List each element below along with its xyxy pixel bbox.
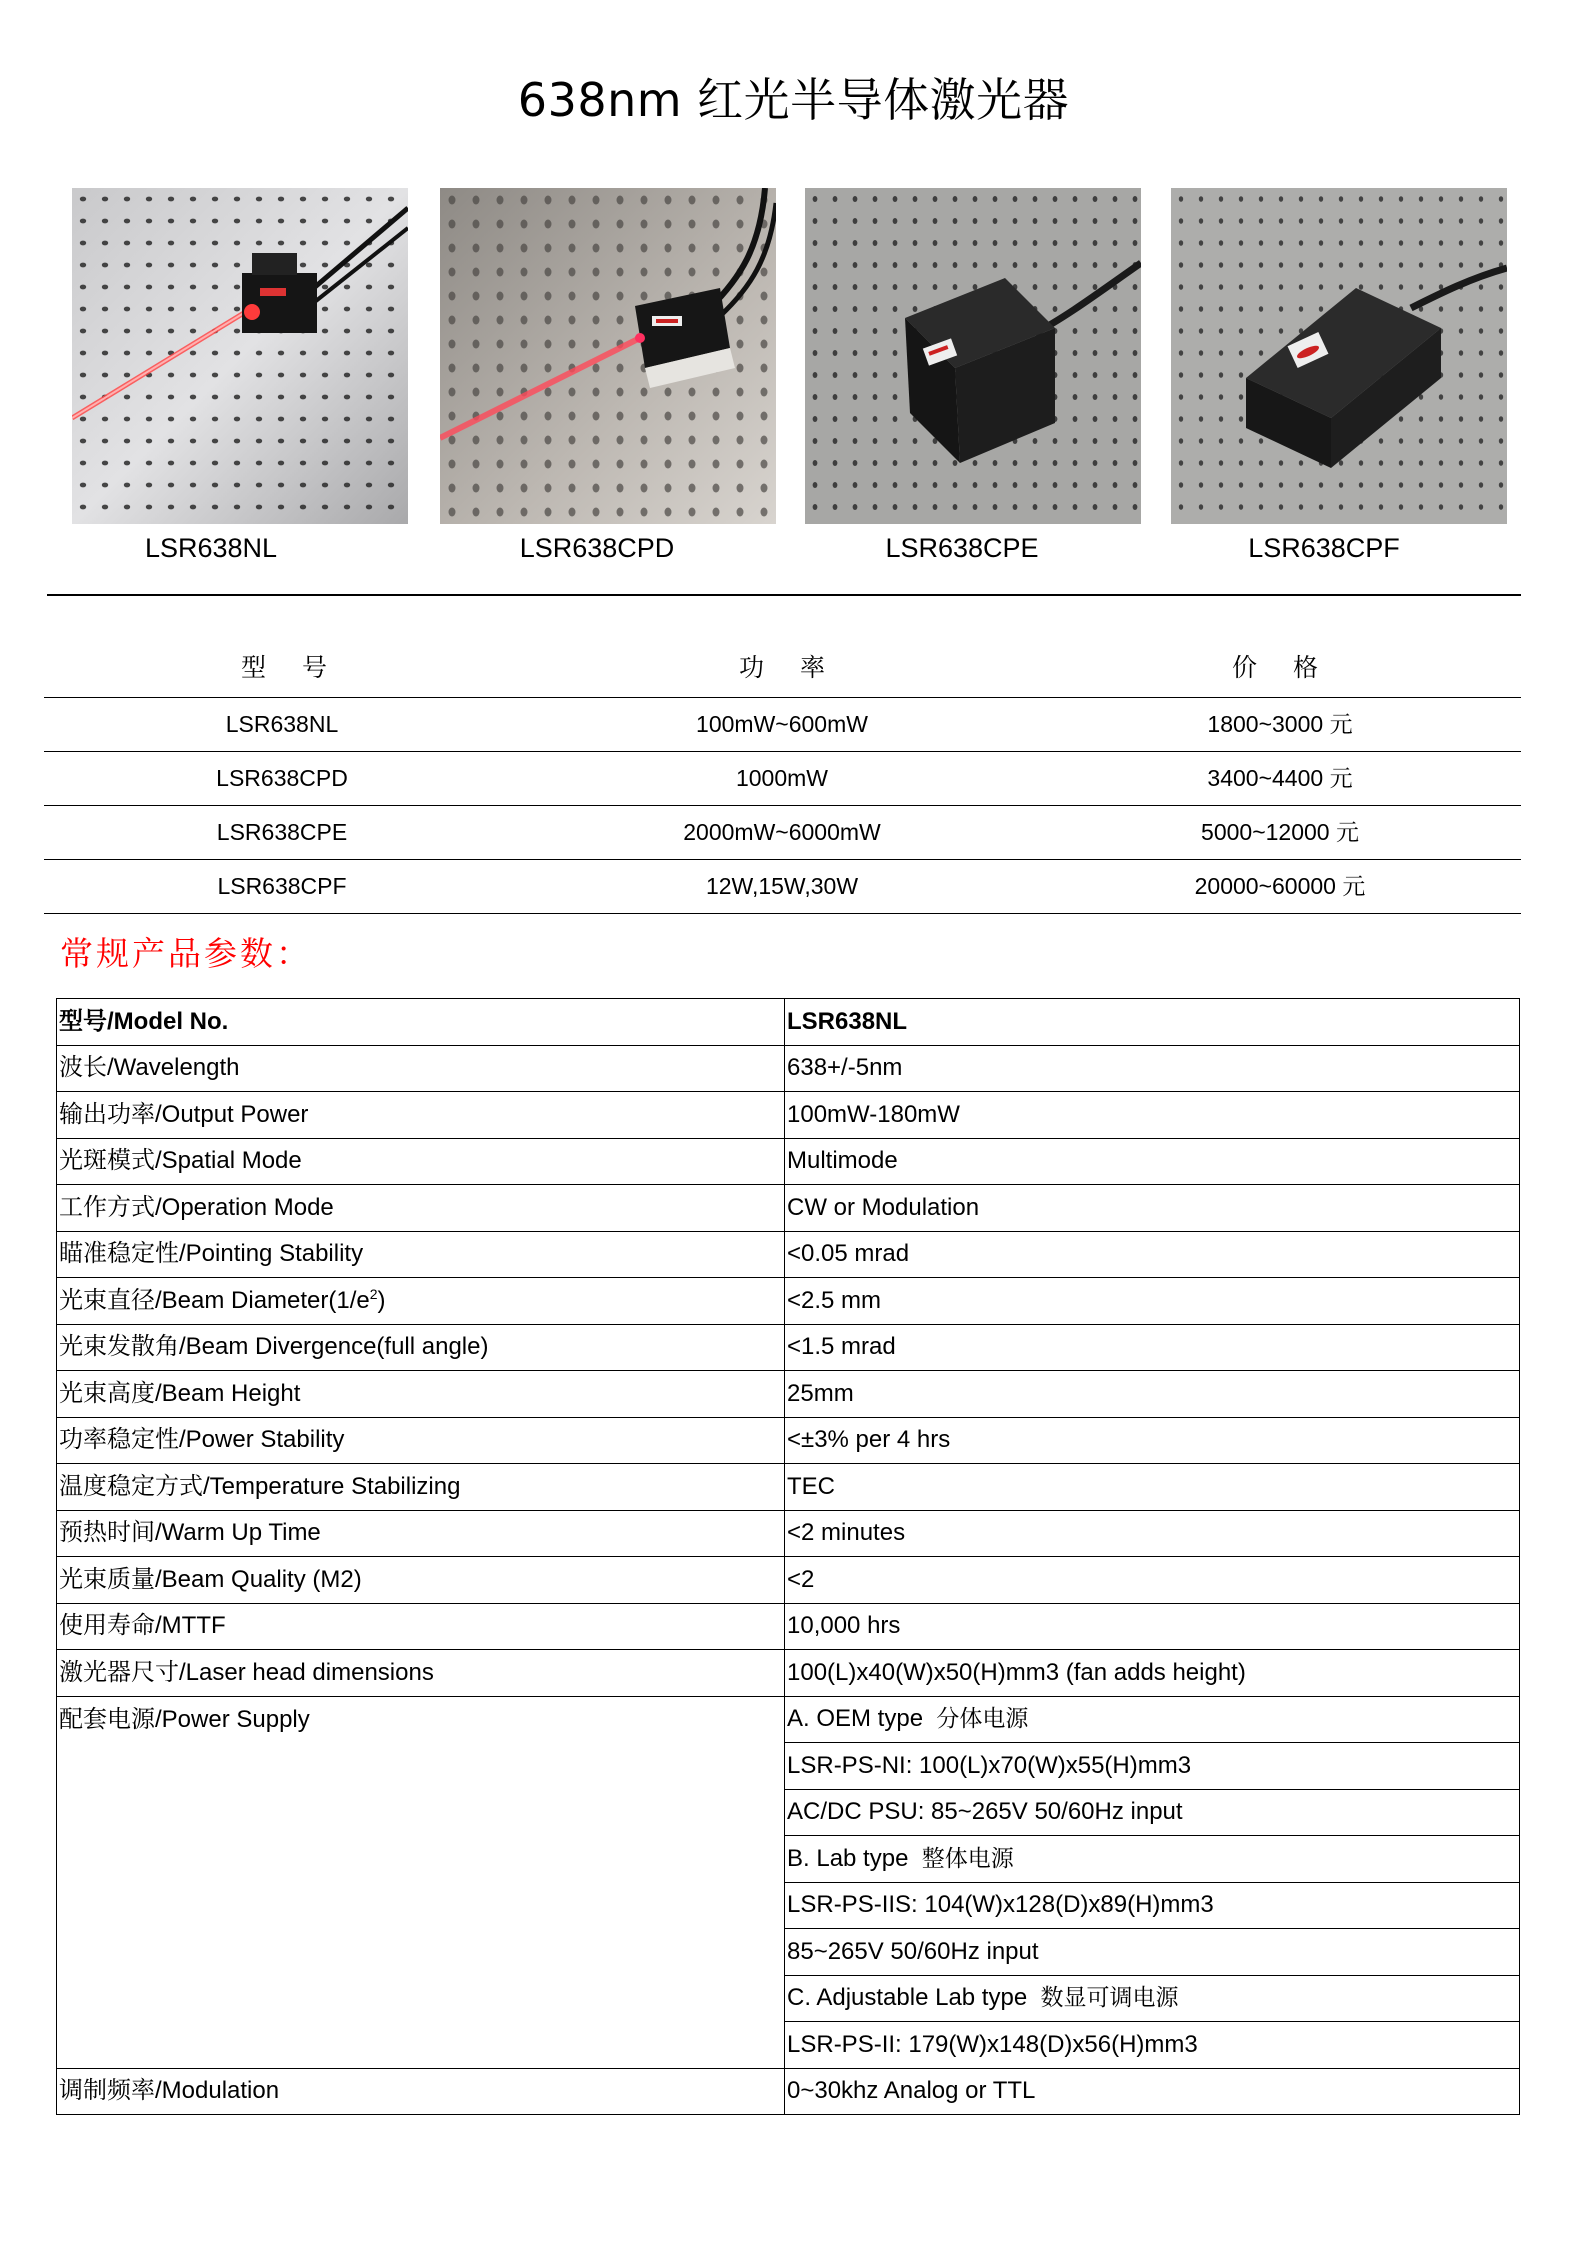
spec-value: LSR-PS-II: 179(W)x148(D)x56(H)mm3 xyxy=(785,2022,1520,2069)
product-label: LSR638CPF xyxy=(1248,533,1400,563)
table-row xyxy=(57,2068,1520,2115)
cube-laser-head-image xyxy=(805,188,1141,524)
table-row xyxy=(57,1464,1520,1511)
spec-key: 预热时间/Warm Up Time xyxy=(57,1510,785,1557)
header-model: 型 号 xyxy=(241,653,341,682)
price-table-header xyxy=(44,640,1521,697)
spec-key: 光束质量/Beam Quality (M2) xyxy=(57,1557,785,1604)
table-row xyxy=(57,1650,1520,1697)
spec-key-text: 光束直径/Beam Diameter(1/e xyxy=(59,1286,370,1314)
spec-value: <1.5 mrad xyxy=(785,1324,1520,1371)
laser-head-with-fan-image xyxy=(72,188,408,524)
spec-key: 瞄准稳定性/Pointing Stability xyxy=(57,1231,785,1278)
spec-key: 功率稳定性/Power Stability xyxy=(57,1417,785,1464)
spec-value: 100(L)x40(W)x50(H)mm3 (fan adds height) xyxy=(785,1650,1520,1697)
spec-value: <2.5 mm xyxy=(785,1278,1520,1325)
spec-value xyxy=(785,1836,1520,1883)
product-photo-lsr638cpe xyxy=(805,188,1141,524)
spec-key: 光斑模式/Spatial Mode xyxy=(57,1138,785,1185)
spec-value: 10,000 hrs xyxy=(785,1603,1520,1650)
spec-value: Multimode xyxy=(785,1138,1520,1185)
product-photo-lsr638nl xyxy=(72,188,408,524)
cell-price: 3400~4400 元 xyxy=(1207,765,1353,791)
spec-value: <0.05 mrad xyxy=(785,1231,1520,1278)
cell-price: 5000~12000 元 xyxy=(1201,819,1359,845)
spec-value: LSR638NL xyxy=(785,999,1520,1046)
table-row xyxy=(57,999,1520,1046)
table-row xyxy=(44,751,1521,805)
table-row xyxy=(44,805,1521,859)
table-row xyxy=(57,1371,1520,1418)
header-power: 功 率 xyxy=(739,653,839,682)
table-row xyxy=(57,1557,1520,1604)
spec-value: <2 minutes xyxy=(785,1510,1520,1557)
superscript: 2 xyxy=(369,1285,378,1302)
spec-value: 638+/-5nm xyxy=(785,1045,1520,1092)
spec-key: 型号/Model No. xyxy=(57,999,785,1046)
spec-key: 使用寿命/MTTF xyxy=(57,1603,785,1650)
spec-key xyxy=(57,1278,785,1325)
table-row xyxy=(57,1092,1520,1139)
spec-section-heading: 常规产品参数： xyxy=(60,934,312,973)
cell-price: 1800~3000 元 xyxy=(1207,711,1353,737)
cell-price: 20000~60000 元 xyxy=(1194,873,1366,899)
cell-power: 2000mW~6000mW xyxy=(683,819,881,845)
table-row xyxy=(57,1417,1520,1464)
power-supply-type-zh: 整体电源 xyxy=(921,1845,1014,1872)
spec-value: 100mW-180mW xyxy=(785,1092,1520,1139)
spec-key: 工作方式/Operation Mode xyxy=(57,1185,785,1232)
spec-key: 调制频率/Modulation xyxy=(57,2068,785,2115)
spec-key: 波长/Wavelength xyxy=(57,1045,785,1092)
table-row xyxy=(57,1324,1520,1371)
spec-key-suffix: ) xyxy=(377,1286,386,1314)
table-row xyxy=(57,1185,1520,1232)
product-photo-lsr638cpd xyxy=(440,188,776,524)
cell-model: LSR638CPD xyxy=(216,765,348,791)
spec-value: <±3% per 4 hrs xyxy=(785,1417,1520,1464)
large-laser-head-image xyxy=(1171,188,1507,524)
spec-key-power-supply: 配套电源/Power Supply xyxy=(57,1696,785,2068)
table-row xyxy=(44,697,1521,751)
product-photo-lsr638cpf xyxy=(1171,188,1507,524)
spec-value: CW or Modulation xyxy=(785,1185,1520,1232)
table-row xyxy=(57,1603,1520,1650)
spec-key: 光束高度/Beam Height xyxy=(57,1371,785,1418)
spec-table xyxy=(56,998,1520,2115)
table-row xyxy=(57,1510,1520,1557)
page-title: 638nm 红光半导体激光器 xyxy=(517,73,1070,127)
product-label: LSR638NL xyxy=(144,533,278,563)
spec-value: 85~265V 50/60Hz input xyxy=(785,1929,1520,1976)
table-row xyxy=(57,1696,1520,1743)
spec-value: 0~30khz Analog or TTL xyxy=(785,2068,1520,2115)
section-divider xyxy=(47,594,1521,596)
header-price: 价 格 xyxy=(1232,653,1332,682)
spec-key: 激光器尺寸/Laser head dimensions xyxy=(57,1650,785,1697)
power-supply-type: A. OEM type xyxy=(787,1705,924,1733)
table-row xyxy=(57,1231,1520,1278)
spec-value xyxy=(785,1696,1520,1743)
power-supply-type: B. Lab type xyxy=(787,1844,909,1872)
cell-power: 1000mW xyxy=(735,765,829,791)
cell-power: 12W,15W,30W xyxy=(705,873,859,899)
spec-value: LSR-PS-IIS: 104(W)x128(D)x89(H)mm3 xyxy=(785,1882,1520,1929)
power-supply-type-zh: 分体电源 xyxy=(936,1706,1029,1733)
spec-key: 温度稳定方式/Temperature Stabilizing xyxy=(57,1464,785,1511)
table-row xyxy=(57,1278,1520,1325)
power-supply-type: C. Adjustable Lab type xyxy=(787,1984,1028,2012)
spec-value xyxy=(785,1975,1520,2022)
product-label: LSR638CPD xyxy=(519,533,675,563)
spec-key: 光束发散角/Beam Divergence(full angle) xyxy=(57,1324,785,1371)
table-row xyxy=(57,1045,1520,1092)
price-table xyxy=(44,640,1521,914)
product-label: LSR638CPE xyxy=(885,533,1039,563)
power-supply-type-zh: 数显可调电源 xyxy=(1040,1985,1179,2012)
spec-key: 输出功率/Output Power xyxy=(57,1092,785,1139)
spec-value: TEC xyxy=(785,1464,1520,1511)
cell-model: LSR638CPF xyxy=(217,873,347,899)
spec-value: <2 xyxy=(785,1557,1520,1604)
table-row xyxy=(57,1138,1520,1185)
spec-value: AC/DC PSU: 85~265V 50/60Hz input xyxy=(785,1789,1520,1836)
compact-laser-head-image xyxy=(440,188,776,524)
table-row xyxy=(44,859,1521,914)
cell-power: 100mW~600mW xyxy=(696,711,868,737)
cell-model: LSR638CPE xyxy=(216,819,348,845)
spec-value: 25mm xyxy=(785,1371,1520,1418)
cell-model: LSR638NL xyxy=(225,711,339,737)
spec-value: LSR-PS-NI: 100(L)x70(W)x55(H)mm3 xyxy=(785,1743,1520,1790)
